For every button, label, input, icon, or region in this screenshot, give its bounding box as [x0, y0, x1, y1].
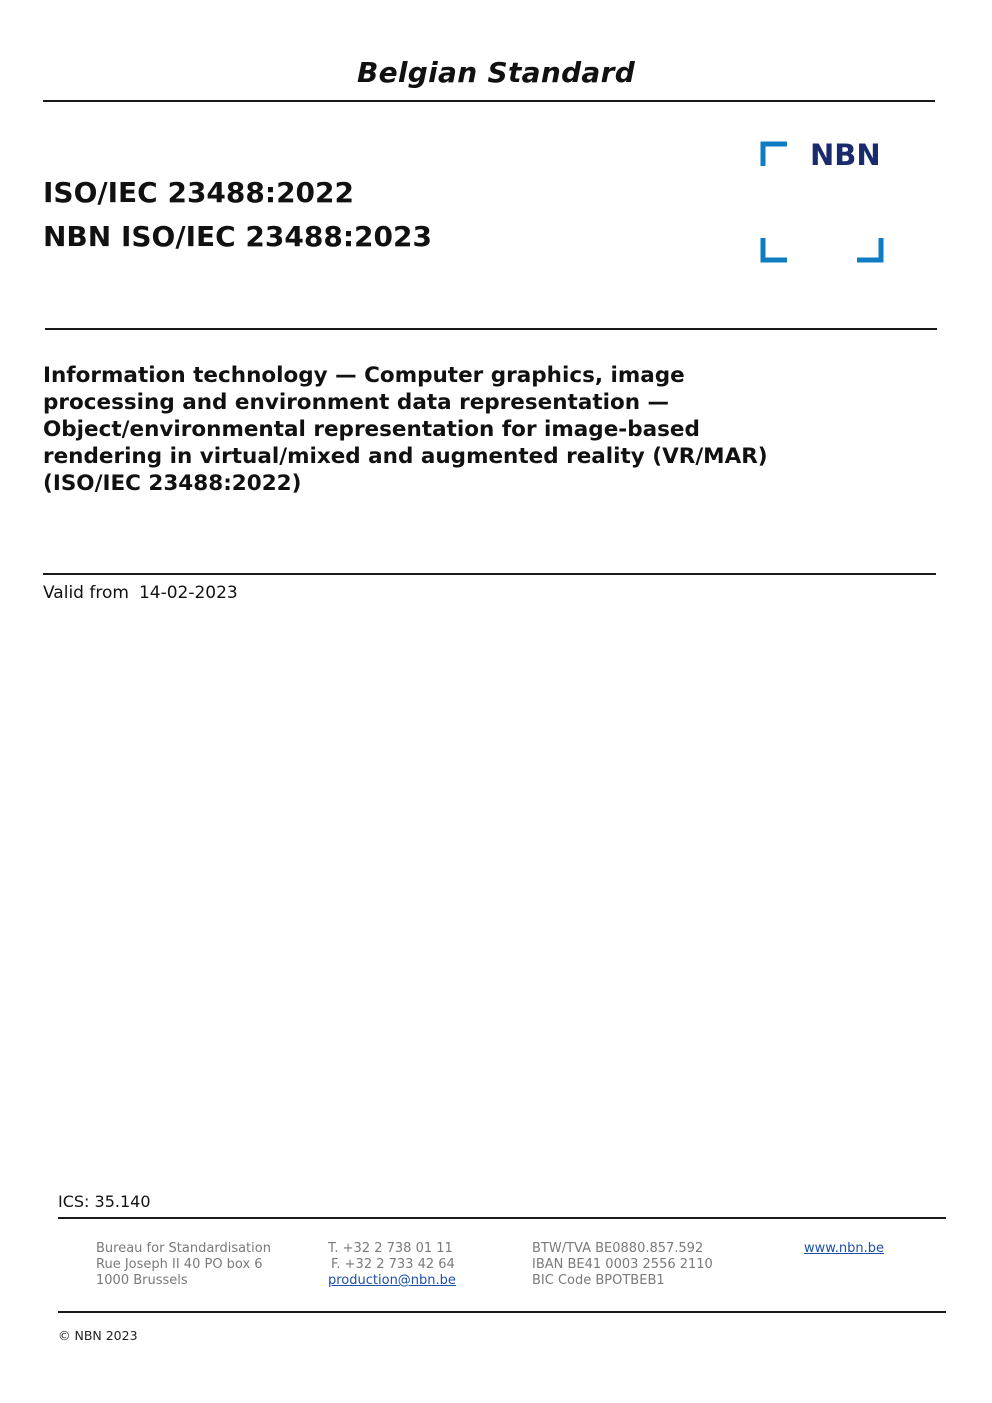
- nbn-logo: [760, 141, 886, 265]
- footer-divider-top: [58, 1217, 946, 1219]
- header-divider: [43, 100, 935, 102]
- website-link[interactable]: www.nbn.be: [804, 1241, 884, 1256]
- iban-number: IBAN BE41 0003 2556 2110: [532, 1257, 713, 1272]
- footer-address: [96, 1241, 271, 1289]
- footer-divider-bottom: [58, 1311, 946, 1313]
- logo-bracket-bottom-right: [857, 238, 881, 260]
- valid-from-date: 14-02-2023: [138, 583, 238, 603]
- bic-code: BIC Code BPOTBEB1: [532, 1273, 665, 1288]
- footer-bank: [532, 1241, 713, 1289]
- nbn-standard-number: NBN ISO/IEC 23488:2023: [43, 220, 432, 253]
- title-line-4: rendering in virtual/mixed and augmented reality (VR/MAR): [43, 444, 768, 469]
- document-header-title: Belgian Standard: [356, 56, 636, 89]
- title-line-1: Information technology — Computer graphics, image: [43, 363, 685, 388]
- vat-number: BTW/TVA BE0880.857.592: [532, 1241, 704, 1256]
- address-line-1: Bureau for Standardisation: [96, 1241, 271, 1256]
- logo-bracket-top-left: [763, 144, 787, 166]
- footer-contact: [328, 1241, 456, 1289]
- title-line-3: Object/environmental representation for image-based: [43, 417, 700, 442]
- section-divider-top: [45, 328, 937, 330]
- copyright-notice: © NBN 2023: [58, 1328, 138, 1343]
- section-divider-bottom: [43, 573, 936, 575]
- address-line-2: Rue Joseph II 40 PO box 6: [96, 1257, 263, 1272]
- footer-website: [804, 1241, 884, 1257]
- valid-from-label: Valid from: [43, 583, 129, 603]
- ics-code: ICS: 35.140: [58, 1192, 151, 1211]
- logo-bracket-bottom-left: [763, 238, 787, 260]
- email-link[interactable]: production@nbn.be: [328, 1273, 456, 1288]
- phone-number: T. +32 2 738 01 11: [328, 1241, 453, 1256]
- iso-standard-number: ISO/IEC 23488:2022: [43, 176, 354, 209]
- address-line-3: 1000 Brussels: [96, 1273, 188, 1288]
- validity-line: [43, 583, 238, 603]
- fax-number: F. +32 2 733 42 64: [331, 1257, 455, 1272]
- title-line-5: (ISO/IEC 23488:2022): [43, 471, 302, 496]
- logo-text: NBN: [810, 141, 881, 172]
- document-title: [43, 362, 923, 497]
- title-line-2: processing and environment data representation —: [43, 390, 670, 415]
